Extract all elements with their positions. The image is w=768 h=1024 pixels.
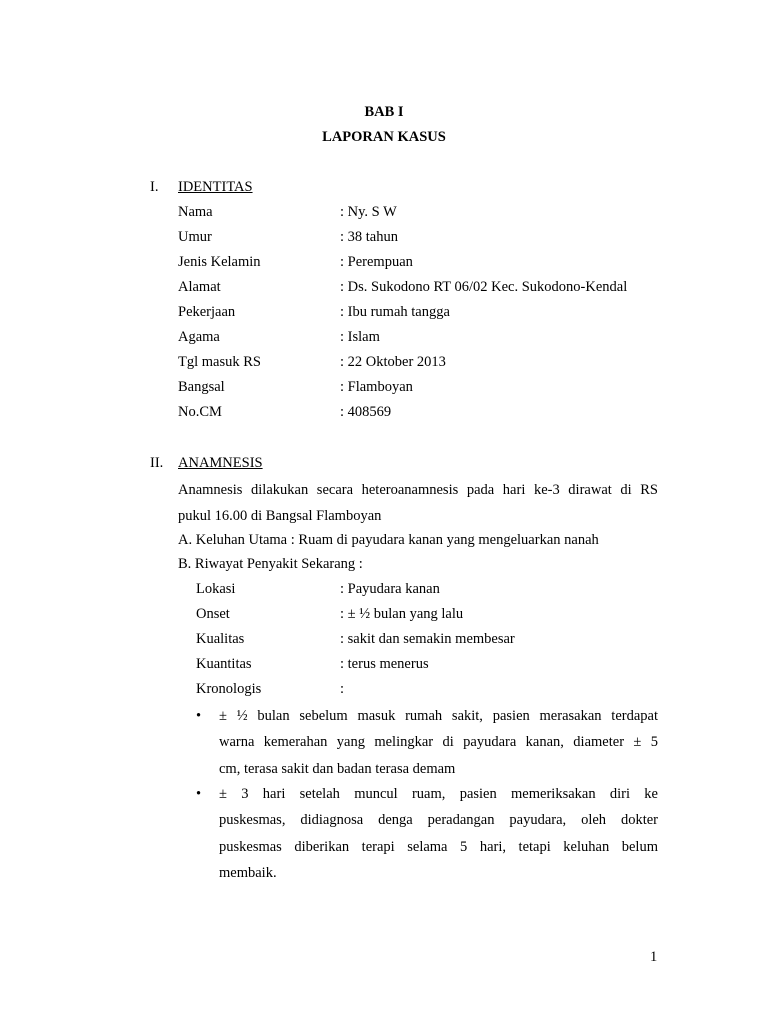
bullet-line: warna kemerahan yang melingkar di payudara kanan, diameter ± 5 <box>219 734 658 751</box>
bullet-line: ± 3 hari setelah muncul ruam, pasien memeriksakan diri ke <box>219 786 658 802</box>
field-label: Pekerjaan <box>178 304 236 320</box>
field-label: Tgl masuk RS <box>178 354 261 370</box>
identity-field-umur <box>178 229 678 249</box>
section-identitas-heading <box>150 179 253 196</box>
intro-line: pukul 16.00 di Bangsal Flamboyan <box>178 507 382 524</box>
identity-field-tgl-masuk <box>178 354 678 374</box>
field-label: Agama <box>178 329 220 345</box>
field-label: Nama <box>178 204 213 220</box>
field-label: Kronologis <box>196 681 262 697</box>
bullet-line: membaik. <box>219 864 277 881</box>
anamnesis-intro <box>178 478 658 529</box>
field-value: : 408569 <box>340 404 392 420</box>
field-value: : Perempuan <box>340 254 413 270</box>
field-value: : Flamboyan <box>340 379 413 395</box>
field-label: Onset <box>196 606 230 622</box>
field-value: : Ny. S W <box>340 204 397 220</box>
bullet-line: puskesmas diberikan terapi selama 5 hari, tetapi keluhan belum <box>219 838 658 855</box>
section-anamnesis-heading <box>150 455 263 472</box>
field-label: Kuantitas <box>196 656 252 672</box>
keluhan-utama: A. Keluhan Utama : Ruam di payudara kanan yang mengeluarkan nanah <box>178 532 599 548</box>
bullet-icon: • <box>196 786 202 802</box>
bullet-line: cm, terasa sakit dan badan terasa demam <box>219 760 456 777</box>
riwayat-field-lokasi <box>196 581 696 601</box>
bullet-line: ± ½ bulan sebelum masuk rumah sakit, pasien merasakan terdapat <box>219 708 658 724</box>
section-title: ANAMNESIS <box>178 455 263 471</box>
field-value: : 38 tahun <box>340 229 398 245</box>
field-label: Kualitas <box>196 631 245 647</box>
field-value: : Ds. Sukodono RT 06/02 Kec. Sukodono-Kendal <box>340 279 628 295</box>
field-value: : ± ½ bulan yang lalu <box>340 606 464 622</box>
report-title: LAPORAN KASUS <box>322 129 446 145</box>
field-label: Umur <box>178 229 212 245</box>
riwayat-field-onset <box>196 606 696 626</box>
field-value: : Ibu rumah tangga <box>340 304 450 320</box>
identity-field-bangsal <box>178 379 678 399</box>
field-label: Jenis Kelamin <box>178 254 261 270</box>
section-number: I. <box>150 179 159 195</box>
field-label: Lokasi <box>196 581 236 597</box>
riwayat-field-kualitas <box>196 631 696 651</box>
intro-line: Anamnesis dilakukan secara heteroanamnesis pada hari ke-3 dirawat di RS <box>178 482 658 498</box>
field-label: No.CM <box>178 404 222 420</box>
field-value: : Payudara kanan <box>340 581 440 597</box>
section-number: II. <box>150 455 164 471</box>
identity-field-pekerjaan <box>178 304 678 324</box>
field-value: : sakit dan semakin membesar <box>340 631 515 647</box>
bullet-text <box>219 703 658 782</box>
riwayat-heading: B. Riwayat Penyakit Sekarang : <box>178 556 363 572</box>
identity-field-nama <box>178 204 678 224</box>
identity-field-agama <box>178 329 678 349</box>
riwayat-field-kuantitas <box>196 656 696 676</box>
identity-field-alamat <box>178 279 678 299</box>
field-value: : Islam <box>340 329 380 345</box>
section-title: IDENTITAS <box>178 179 253 195</box>
bullet-text <box>219 781 658 886</box>
identity-field-jenis-kelamin <box>178 254 678 274</box>
bullet-icon: • <box>196 708 202 724</box>
field-value: : <box>340 681 345 697</box>
field-value: : 22 Oktober 2013 <box>340 354 446 370</box>
field-label: Bangsal <box>178 379 225 395</box>
identity-field-no-cm <box>178 404 678 424</box>
page-number: 1 <box>650 949 658 965</box>
field-label: Alamat <box>178 279 221 295</box>
bullet-line: puskesmas, didiagnosa denga peradangan payudara, oleh dokter <box>219 812 658 829</box>
field-value: : terus menerus <box>340 656 429 672</box>
chapter-heading: BAB I <box>364 104 404 120</box>
riwayat-field-kronologis <box>196 681 696 701</box>
